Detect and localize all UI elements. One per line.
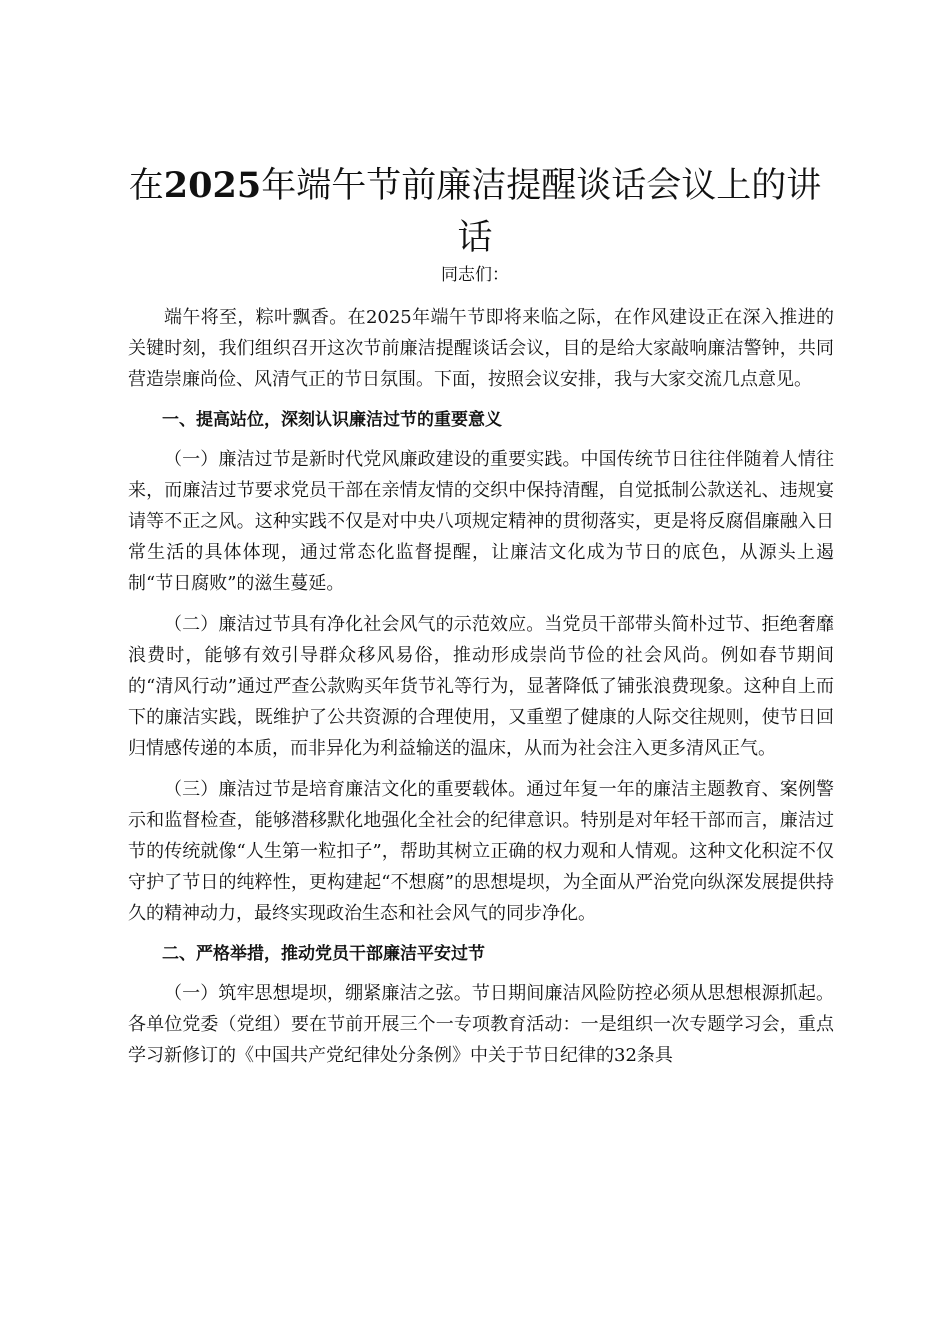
title-suffix: 年端午节前廉洁提醒谈话会议上的讲话 xyxy=(261,166,822,258)
salutation: 同志们： xyxy=(441,265,509,285)
title-prefix: 在 xyxy=(128,166,164,206)
paragraph: （三）廉洁过节是培育廉洁文化的重要载体。通过年复一年的廉洁主题教育、案例警示和监督检查，能够潜移默化地强化全社会的纪律意识。特别是对年轻干部而言，廉洁过节的传统就像“人生第一粒扣子”，帮助其树立正确的权力观和人情观。这种文化积淀不仅守护了节日的纯粹性，更构建起“不想腐”的思想堤坝，为全面从严治党向纵深发展提供持久的精神动力，最终实现政治生态和社会风气的同步净化。 xyxy=(128,779,834,924)
paragraph: （一）廉洁过节是新时代党风廉政建设的重要实践。中国传统节日往往伴随着人情往来，而廉洁过节要求党员干部在亲情友情的交织中保持清醒，自觉抵制公款送礼、违规宴请等不正之风。这种实践不仅是对中央八项规定精神的贯彻落实，更是将反腐倡廉融入日常生活的具体体现，通过常态化监督提醒，让廉洁文化成为节日的底色，从源头上遏制“节日腐败”的滋生蔓延。 xyxy=(128,449,834,594)
document-body xyxy=(128,302,834,1081)
paragraph: 端午将至，粽叶飘香。在2025年端午节即将来临之际，在作风建设正在深入推进的关键时刻，我们组织召开这次节前廉洁提醒谈话会议，目的是给大家敲响廉洁警钟，共同营造崇廉尚俭、风清气正的节日氛围。下面，按照会议安排，我与大家交流几点意见。 xyxy=(128,307,834,390)
paragraph: （一）筑牢思想堤坝，绷紧廉洁之弦。节日期间廉洁风险防控必须从思想根源抓起。各单位党委（党组）要在节前开展三个一专项教育活动：一是组织一次专题学习会，重点学习新修订的《中国共产党纪律处分条例》中关于节日纪律的32条具 xyxy=(128,983,834,1066)
paragraph: （二）廉洁过节具有净化社会风气的示范效应。当党员干部带头简朴过节、拒绝奢靡浪费时，能够有效引导群众移风易俗，推动形成崇尚节俭的社会风尚。例如春节期间的“清风行动”通过严查公款购买年货节礼等行为，显著降低了铺张浪费现象。这种自上而下的廉洁实践，既维护了公共资源的合理使用，又重塑了健康的人际交往规则，使节日回归情感传递的本质，而非异化为利益输送的温床，从而为社会注入更多清风正气。 xyxy=(128,614,834,759)
document-title xyxy=(120,160,830,264)
section-heading: 二、严格举措，推动党员干部廉洁平安过节 xyxy=(162,944,485,964)
section-heading: 一、提高站位，深刻认识廉洁过节的重要意义 xyxy=(162,410,502,430)
title-year: 2025 xyxy=(163,165,262,206)
